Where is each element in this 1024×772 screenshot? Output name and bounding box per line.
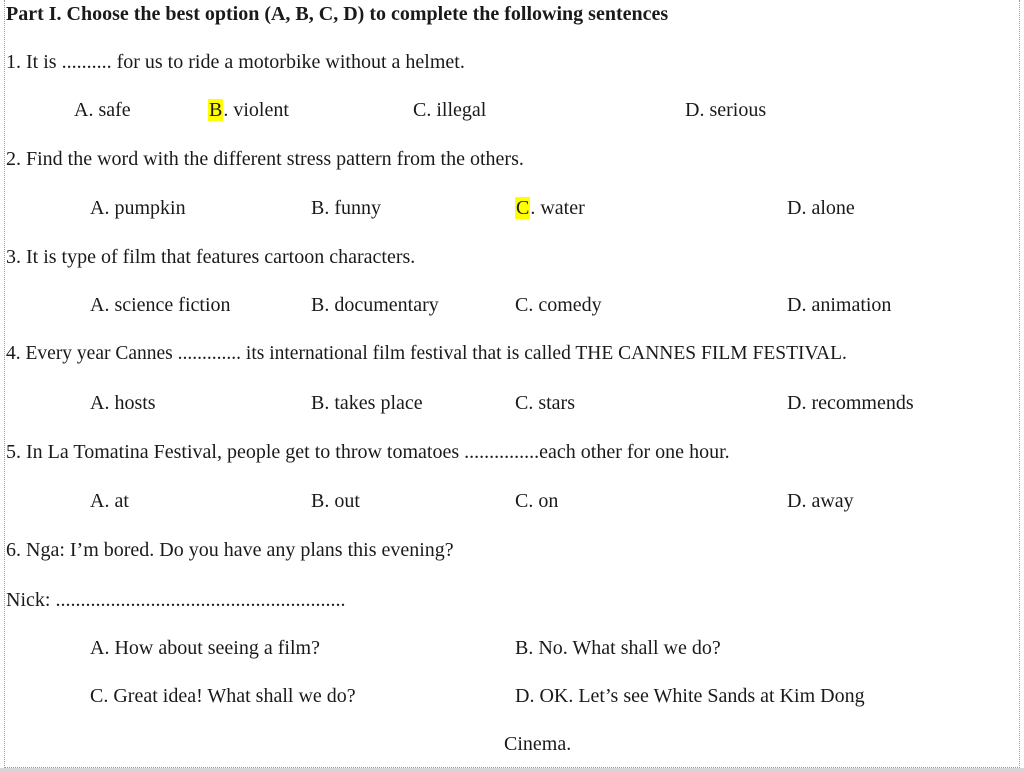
question-6-answer-blank: .......................................................... (55, 589, 346, 611)
highlight-marker: B (209, 99, 223, 121)
question-6-option-c: C. Great idea! What shall we do? (90, 685, 356, 707)
question-3-option-b: B. documentary (311, 294, 439, 316)
question-6-option-a: A. How about seeing a film? (90, 637, 320, 659)
highlight-marker: C (516, 197, 530, 219)
page-bottom-border (0, 768, 1024, 772)
question-5-text-end: each other for one hour. (539, 441, 730, 463)
question-5-option-b: B. out (311, 490, 360, 512)
question-4-option-c: C. stars (515, 392, 576, 414)
question-4-text-start: 4. Every year Cannes (6, 343, 173, 364)
question-5-blank: ............... (464, 441, 540, 463)
question-1-text-start: 1. It is (6, 51, 57, 73)
question-4 (6, 342, 847, 366)
question-5-option-d: D. away (787, 490, 854, 512)
question-6: 6. Nga: I’m bored. Do you have any plans this evening? (6, 539, 454, 561)
question-3-option-a: A. science fiction (90, 294, 231, 316)
question-5 (6, 440, 730, 464)
question-1-blank: .......... (61, 51, 112, 73)
question-2-option-a: A. pumpkin (90, 197, 186, 219)
question-2-option-b: B. funny (311, 197, 382, 219)
question-6-answer-label: Nick: (6, 589, 51, 611)
question-1-option-a: A. safe (74, 99, 131, 121)
question-5-option-a: A. at (90, 490, 129, 512)
question-4-option-a: A. hosts (90, 392, 156, 414)
question-4-option-b: B. takes place (311, 392, 423, 414)
question-4-text-end: its international film festival that is called THE CANNES FILM FESTIVAL. (245, 343, 847, 364)
question-6-option-b: B. No. What shall we do? (515, 637, 721, 659)
question-2-option-d: D. alone (787, 197, 855, 219)
question-3: 3. It is type of film that features cartoon characters. (6, 246, 416, 268)
question-6-option-d-continuation: Cinema. (504, 733, 572, 755)
question-1-text-end: for us to ride a motorbike without a helmet. (116, 51, 465, 73)
question-5-option-c: C. on (515, 490, 559, 512)
question-2-option-c: C. water (516, 197, 585, 219)
question-1 (6, 50, 465, 74)
question-3-option-c: C. comedy (515, 294, 602, 316)
question-4-blank: ............. (177, 343, 242, 364)
question-6-answer-line (6, 588, 345, 612)
question-5-text-start: 5. In La Tomatina Festival, people get to throw tomatoes (6, 441, 460, 463)
question-2: 2. Find the word with the different stress pattern from the others. (6, 148, 524, 170)
question-6-option-d: D. OK. Let’s see White Sands at Kim Dong (515, 685, 865, 707)
question-3-option-d: D. animation (787, 294, 892, 316)
question-1-option-d: D. serious (685, 99, 767, 121)
section-title: Part I. Choose the best option (A, B, C, D) to complete the following sentences (6, 3, 669, 25)
question-1-option-b: B. violent (209, 99, 289, 121)
question-4-option-d: D. recommends (787, 392, 914, 414)
question-1-option-c: C. illegal (413, 99, 487, 121)
